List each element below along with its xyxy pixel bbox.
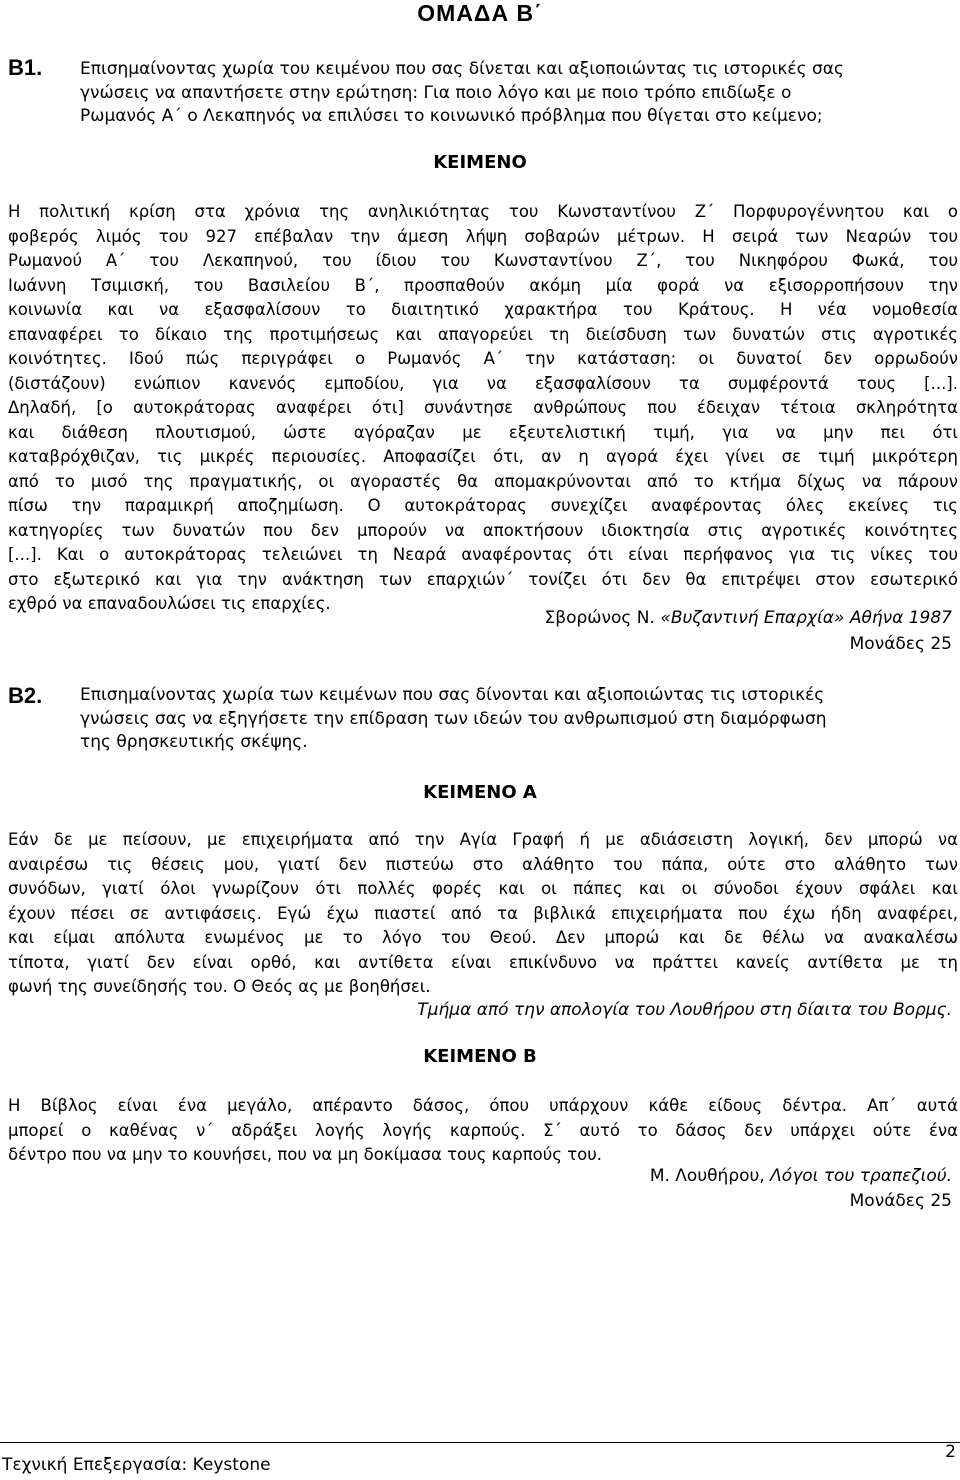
footer-text: Τεχνική Επεξεργασία: Keystone [2, 1455, 271, 1475]
text-b-source-author: Μ. Λουθήρου, [649, 1166, 771, 1186]
text-a-source: Τμήμα από την απολογία του Λουθήρου στη δίαιτα του Βορμς. [417, 1000, 952, 1020]
text-line: φωνή της συνείδησής του. Ο Θεός ας με βοηθήσει. [8, 977, 431, 996]
text-line: και διάθεση πλουτισμού, ώστε αγόραζαν με εξευτελιστική τιμή, για να μην πει ότι [8, 422, 958, 442]
question-line: Επισημαίνοντας χωρία του κειμένου που σας δίνεται και αξιοποιώντας τις ιστορικές σας [80, 59, 844, 79]
text-line: καταβρόχθιζαν, τις μικρές περιουσίες. Αποφασίζει ότι, αν η αγορά έχει γίνει σε τιμή μικρότερη [8, 447, 958, 466]
question-line: Επισημαίνοντας χωρία των κειμένων που σας δίνονται και αξιοποιώντας τις ιστορικές [80, 685, 825, 705]
text-b-source-title: Λόγοι του τραπεζιού. [770, 1166, 952, 1186]
text-b-heading: ΚΕΙΜΕΝΟ Β [423, 1046, 537, 1067]
text-a-body [8, 828, 958, 1000]
question-b1-label: Β1. [8, 55, 43, 80]
text-line: συνόδων, γιατί όλοι γνωρίζουν ότι πολλές φορές και οι πάπες και οι σύνοδοι έχουν σφάλει και [8, 879, 958, 898]
text-line: κοινότητες. Ιδού πώς περιγράφει ο Ρωμανός Α΄ την κατάσταση: οι δυνατοί δεν ορρωδούν [8, 349, 958, 368]
text-a-heading: ΚΕΙΜΕΝΟ Α [423, 782, 537, 803]
group-title: ΟΜΑΔΑ Β΄ [417, 0, 543, 26]
text-line: πίσω την παραμικρή αποζημίωση. Ο αυτοκράτορας συνεχίζει αναφέροντας όλες εκείνες τις [8, 496, 958, 515]
text-line: μπορεί ο καθένας ν΄ αδράξει λογής λογής καρπούς. Σ΄ αυτό το δάσος δεν υπάρχει ούτε ένα [8, 1120, 958, 1140]
text-line: στο εξωτερικό και για την ανάκτηση των επαρχιών΄ τονίζει ότι δεν θα επιτρέψει στον εσωτερικό [8, 569, 958, 589]
text-line: Η πολιτική κρίση στα χρόνια της ανηλικιότητας του Κωνσταντίνου Ζ΄ Πορφυρογέννητου και ο [8, 202, 958, 221]
question-line: της θρησκευτικής σκέψης. [80, 732, 308, 752]
text-line: αναιρέσω τις θέσεις μου, γιατί δεν πιστεύω στο αλάθητο του πάπα, ούτε στο αλάθητο των [8, 854, 958, 874]
question-line: γνώσεις σας να εξηγήσετε την επίδραση των ιδεών του ανθρωπισμού στη διαμόρφωση [80, 708, 827, 729]
text-heading: ΚΕΙΜΕΝΟ [433, 152, 527, 173]
text-line: επαναφέρει το δίκαιο της προτιμήσεως και απαγορεύει τη διείσδυση των δυνατών στις αγροτικές [8, 324, 958, 344]
text-line: Εάν δε με πείσουν, με επιχειρήματα από την Αγία Γραφή ή με αδιάσειστη λογική, δεν μπορώ να [8, 830, 958, 849]
text-line: εχθρό να επαναδουλώσει τις επαρχίες. [8, 594, 331, 613]
text-line: Η Βίβλος είναι ένα μεγάλο, απέραντο δάσος, όπου υπάρχουν κάθε είδους δέντρα. Απ΄ αυτά [8, 1096, 958, 1115]
question-b2-label: Β2. [8, 683, 43, 708]
footer-rule [0, 1442, 960, 1443]
question-b2-text [80, 684, 952, 755]
text-line: φοβερός λιμός του 927 επέβαλαν την άμεση λήψη σοβαρών μέτρων. Η σειρά των Νεαρών του [8, 226, 958, 246]
text-line: Ιωάννη Τσιμισκή, του Βασιλείου Β΄, προσπαθούν ακόμη μία φορά να εξισορροπήσουν την [8, 275, 958, 295]
text-b-source [650, 1166, 952, 1186]
text-line: Ρωμανού Α΄ του Λεκαπηνού, του ίδιου του Κωνσταντίνου Ζ΄, του Νικηφόρου Φωκά, του [8, 251, 958, 270]
text-b-body [8, 1094, 958, 1168]
page-number: 2 [945, 1442, 956, 1462]
source-author: Σβορώνος Ν. [544, 608, 661, 628]
source-title: «Βυζαντινή Επαρχία» Αθήνα 1987 [660, 608, 952, 628]
text-line: από το μισό της πραγματικής, οι αγοραστές θα απομακρύνονται από το κτήμα δίχως να πάρουν [8, 471, 958, 491]
text-line: Δηλαδή, [ο αυτοκράτορας αναφέρει ότι] συνάντησε ανθρώπους που έδειχαν τέτοια σκληρότητα [8, 398, 958, 417]
question-b1-text [80, 58, 952, 129]
text-line: δέντρο που να μην το κουνήσει, που να μη δοκίμασα τους καρπούς του. [8, 1145, 603, 1164]
text-line: και είμαι απόλυτα ενωμένος με το λόγο του Θεού. Δεν μπορώ και δε θέλω να ανακαλέσω [8, 928, 958, 947]
points-b2: Μονάδες 25 [849, 1191, 952, 1211]
text-line: κατηγορίες των δυνατών που δεν μπορούν να αποκτήσουν ιδιοκτησία στις αγροτικές κοινότητες [8, 520, 958, 540]
source-citation [545, 608, 953, 628]
text-line: έχουν πέσει σε αντιφάσεις. Εγώ έχω πιαστεί από τα βιβλικά επιχειρήματα που έχω ήδη αναφέρει, [8, 903, 958, 923]
text-line: κοινωνία και να εξασφαλίσουν το διαιτητικό χαρακτήρα του Κράτους. Η νέα νομοθεσία [8, 300, 958, 319]
points-b1: Μονάδες 25 [849, 634, 952, 654]
text-line: [...]. Και ο αυτοκράτορας τελειώνει τη Νεαρά αναφέροντας ότι είναι περήφανος για τις νίκες του [8, 545, 958, 564]
text-line: τίποτα, γιατί δεν είναι ορθό, και αντίθετα είναι επικίνδυνο να πράττει κανείς αντίθετα με τη [8, 952, 958, 972]
question-line: Ρωμανός Α΄ ο Λεκαπηνός να επιλύσει το κοινωνικό πρόβλημα που θίγεται στο κείμενο; [80, 106, 823, 126]
text-line: (διστάζουν) ενώπιον κανενός εμποδίου, για να εξασφαλίσουν τα συμφέροντά τους [...]. [8, 373, 958, 393]
question-line: γνώσεις να απαντήσετε στην ερώτηση: Για ποιο λόγο και με ποιο τρόπο επιδίωξε ο [80, 82, 792, 103]
historical-text [8, 200, 958, 617]
